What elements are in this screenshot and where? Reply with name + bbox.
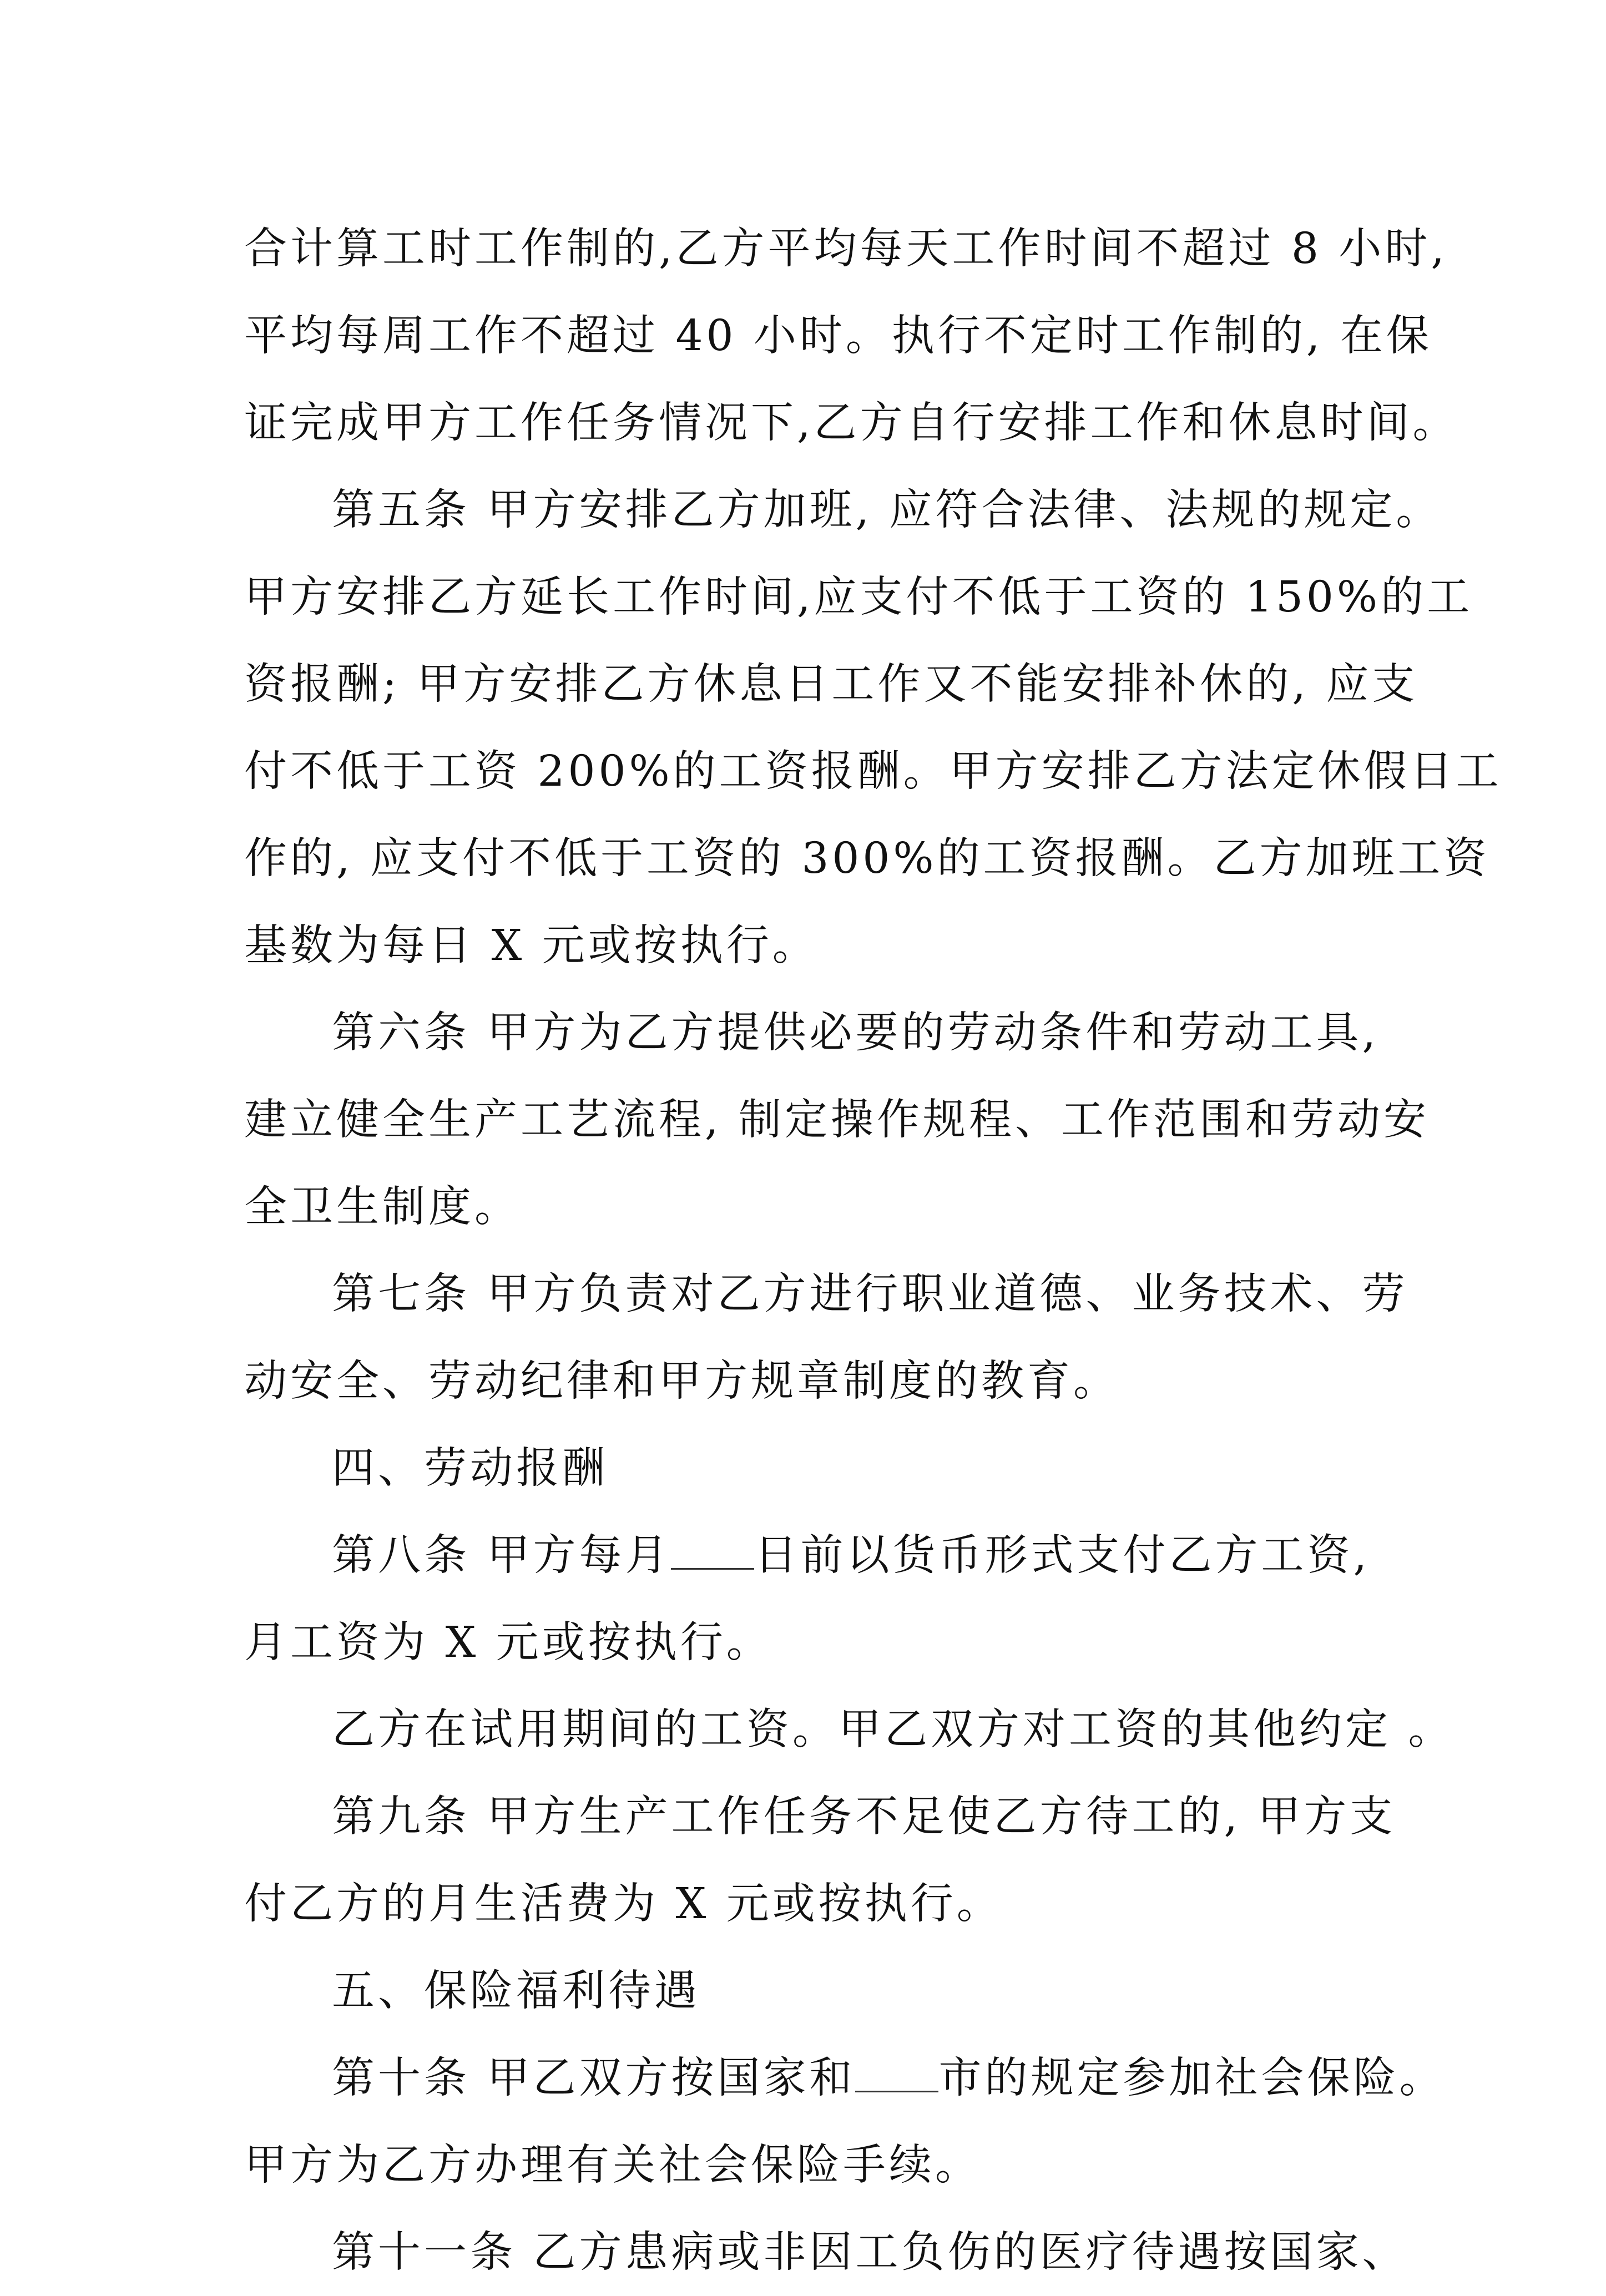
text-line: 全卫生制度。	[244, 1182, 521, 1232]
text-line: 甲方为乙方办理有关社会保险手续。	[244, 2141, 981, 2190]
text-line: 证完成甲方工作任务情况下,乙方自行安排工作和休息时间。	[244, 398, 1459, 448]
text-line: 付乙方的月生活费为 X 元或按执行。	[244, 1879, 1003, 1929]
article-9-start: 第九条 甲方生产工作任务不足使乙方待工的, 甲方支	[332, 1792, 1396, 1842]
text-line: 资报酬; 甲方安排乙方休息日工作又不能安排补休的, 应支	[244, 660, 1418, 709]
text-line: 作的, 应支付不低于工资的 300%的工资报酬。乙方加班工资	[244, 834, 1490, 883]
article-10-start	[244, 2035, 1446, 2122]
section-heading-remuneration: 四、劳动报酬	[332, 1444, 608, 1493]
text-segment: 第十条 甲乙双方按国家和	[332, 2054, 856, 2103]
text-line: 建立健全生产工艺流程, 制定操作规程、工作范围和劳动安	[244, 1095, 1430, 1145]
document-body	[244, 205, 1502, 2296]
text-line: 基数为每日 X 元或按执行。	[244, 921, 819, 970]
text-segment: 市的规定参加社会保险。	[938, 2054, 1446, 2103]
blank-underline	[855, 2057, 938, 2092]
article-11-start: 第十一条 乙方患病或非因工负伤的医疗待遇按国家、	[332, 2228, 1408, 2277]
text-line: 甲方安排乙方延长工作时间,应支付不低于工资的 150%的工	[244, 573, 1473, 622]
blank-underline	[671, 1535, 754, 1570]
text-segment: 第八条 甲方每月	[332, 1531, 671, 1580]
article-6-start: 第六条 甲方为乙方提供必要的劳动条件和劳动工具,	[332, 1008, 1379, 1058]
text-line: 月工资为 X 元或按执行。	[244, 1618, 772, 1667]
text-line: 付不低于工资 200%的工资报酬。甲方安排乙方法定休假日工	[244, 747, 1502, 796]
text-line: 合计算工时工作制的,乙方平均每天工作时间不超过 8 小时,	[244, 224, 1448, 274]
section-heading-insurance: 五、保险福利待遇	[332, 1966, 700, 2016]
article-7-start: 第七条 甲方负责对乙方进行职业道德、业务技术、劳	[332, 1270, 1408, 1319]
text-line: 乙方在试用期间的工资。甲乙双方对工资的其他约定 。	[332, 1705, 1455, 1754]
text-line: 平均每周工作不超过 40 小时。执行不定时工作制的, 在保	[244, 311, 1432, 361]
text-line: 动安全、劳动纪律和甲方规章制度的教育。	[244, 1357, 1119, 1406]
article-8-start	[244, 1512, 1398, 1599]
article-5-start: 第五条 甲方安排乙方加班, 应符合法律、法规的规定。	[332, 486, 1442, 535]
text-segment: 日前以货币形式支付乙方工资,	[754, 1531, 1370, 1580]
